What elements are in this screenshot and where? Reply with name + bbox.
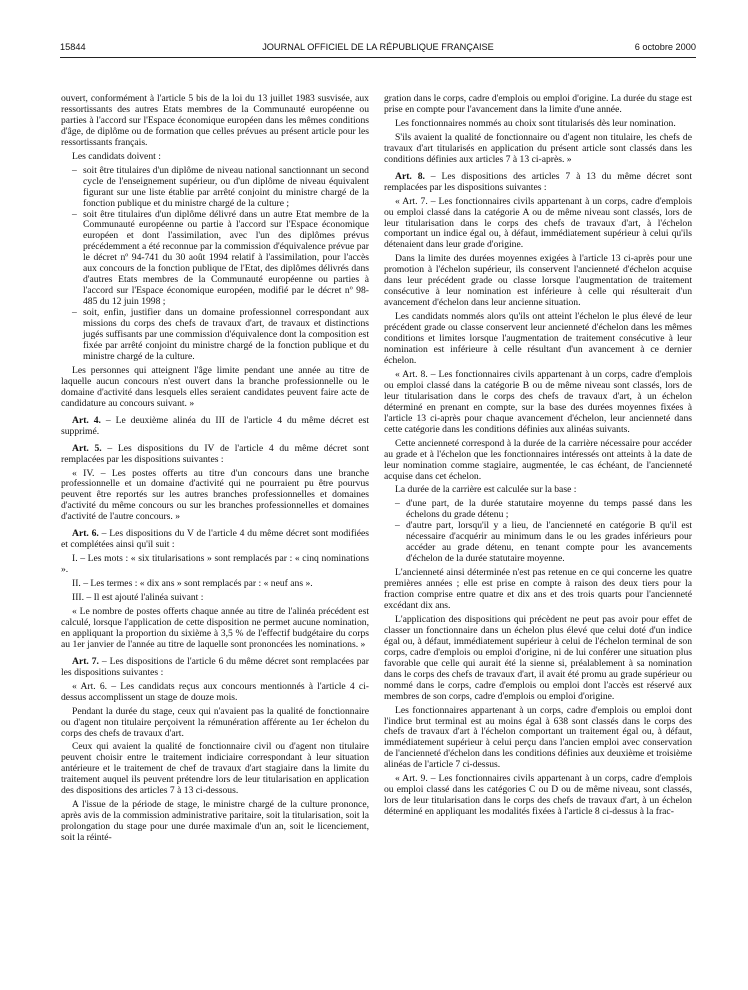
right-column [384, 94, 692, 821]
paragraph: « Art. 9. – Les fonctionnaires civils appartenant à un corps, cadre d'emplois ou emploi classé dans les catégories C ou D ou de même niveau, sont classés, lors de leur titularisation dans le corps des chefs de travaux d'art, à un échelon déterminé en appliquant les modalités fixées à l'article 8 ci-dessus à la frac- [384, 773, 692, 818]
left-column [61, 94, 369, 847]
paragraph: Dans la limite des durées moyennes exigées à l'article 13 ci-après pour une promotion à l'échelon supérieur, ils conservent l'ancienneté d'échelon acquise dans leur précédent grade ou classe lorsque l'augmentation de traitement consécutive à leur nomination est inférieure à celle qui résulterait d'un avancement d'échelon dans leur ancienne situation. [384, 253, 692, 309]
paragraph: A l'issue de la période de stage, le ministre chargé de la culture prononce, après avis de la commission administrative paritaire, soit la titularisation, soit la prolongation du stage pour une durée maximale d'un an, soit le licenciement, soit la réinté- [61, 799, 369, 844]
article-label: Art. 6. [72, 528, 99, 540]
paragraph: « Art. 6. – Les candidats reçus aux concours mentionnés à l'article 4 ci-dessus accomplissent un stage de douze mois. [61, 680, 369, 703]
journal-title: JOURNAL OFFICIEL DE LA RÉPUBLIQUE FRANÇAISE [262, 42, 494, 52]
article-text: – Les dispositions du V de l'article 4 du même décret sont modifiées et complétées ainsi qu'il suit : [61, 528, 369, 551]
article-paragraph [61, 529, 369, 551]
article-paragraph [61, 657, 369, 679]
paragraph: Les candidats doivent : [72, 150, 161, 162]
paragraph: La durée de la carrière est calculée sur la base : [395, 484, 577, 496]
article-paragraph [61, 444, 369, 466]
paragraph: I. – Les mots : « six titularisations » sont remplacés par : « cinq nominations ». [61, 553, 369, 576]
paragraph: II. – Les termes : « dix ans » sont remplacés par : « neuf ans ». [72, 578, 313, 590]
paragraph: Les candidats nommés alors qu'ils ont atteint l'échelon le plus élevé de leur précédent grade ou classe conservent leur ancienneté d'échelon dans les mêmes conditions et limites lorsque l'augmentation de traitement consécutive à leur nomination est inférieure à celle résultant d'un avancement à ce dernier échelon. [384, 311, 692, 366]
page-header [60, 42, 696, 56]
paragraph: Cette ancienneté correspond à la durée de la carrière nécessaire pour accéder au grade et à l'échelon que les fonctionnaires intéressés ont atteints à la date de leur nomination comme stagiaire, augmentée, le cas échéant, de l'ancienneté acquise dans cet échelon. [384, 437, 692, 482]
paragraph: Les fonctionnaires nommés au choix sont titularisés dès leur nomination. [395, 117, 676, 129]
article-label: Art. 5. [72, 442, 102, 454]
paragraph: Les personnes qui atteignent l'âge limite pendant une année au titre de laquelle aucun concours n'est ouvert dans la branche professionnelle ou le domaine d'activité dans lesquels elles seraient candidates peuvent faire acte de candidature au concours suivant. » [61, 364, 369, 409]
header-rule [60, 57, 696, 58]
page-number: 15844 [60, 42, 86, 52]
paragraph: Pendant la durée du stage, ceux qui n'avaient pas la qualité de fonctionnaire ou d'agent non titulaire perçoivent la rémunération afférente au 1er échelon du corps des chefs de travaux d'art. [61, 705, 369, 739]
list-item: – d'autre part, lorsqu'il y a lieu, de l'ancienneté en catégorie B qu'il est nécessaire d'acquérir au minimum dans le ou les grades inférieurs pour accéder au grade détenu, en tenant compte pour les avancements d'échelon de la durée statutaire moyenne. [384, 521, 692, 565]
paragraph: gration dans le corps, cadre d'emplois ou emploi d'origine. La durée du stage est prise en compte pour l'avancement dans la limite d'une année. [384, 93, 692, 115]
dash-list [61, 166, 369, 363]
publication-date: 6 octobre 2000 [634, 42, 696, 52]
article-label: Art. 7. [72, 655, 99, 667]
paragraph: ouvert, conformément à l'article 5 bis de la loi du 13 juillet 1983 susvisée, aux ressortissants des autres Etats membres de la Communauté européenne ou parties à l'accord sur l'Espace économique européen dans les mêmes conditions d'âge, de diplôme ou de formation que celles prévues au présent article pour les ressortissants français. [61, 93, 369, 148]
list-item: – soit être titulaires d'un diplôme délivré dans un autre Etat membre de la Communauté européenne ou partie à l'accord sur l'Espace économique européen et dont l'assimilation, avec l'un des diplômes prévus précédemment a été reconnue par la commission d'équivalence prévue par le décret nº 94-741 du 30 août 1994 relatif à l'assimilation, pour l'accès aux concours de la fonction publique de l'Etat, des diplômes délivrés dans d'autres Etats membres de la Communauté européenne ou parties à l'accord sur l'Espace économique européen, modifié par le décret nº 98-485 du 12 juin 1998 ; [61, 210, 369, 309]
paragraph: L'ancienneté ainsi déterminée n'est pas retenue en ce qui concerne les quatre premières années ; elle est prise en compte à raison des deux tiers pour la fraction comprise entre quatre et dix ans et des trois quarts pour l'ancienneté excédant dix ans. [384, 567, 692, 611]
article-text: – Les dispositions des articles 7 à 13 du même décret sont remplacées par les dispositions suivantes : [384, 170, 692, 193]
list-item: – d'une part, de la durée statutaire moyenne du temps passé dans les échelons du grade détenu ; [384, 499, 692, 521]
article-label: Art. 8. [395, 170, 425, 182]
paragraph: « Art. 8. – Les fonctionnaires civils appartenant à un corps, cadre d'emplois ou emploi classé dans la catégorie B ou de même niveau sont classés, lors de leur titularisation dans le corps des chefs de travaux d'art, à un échelon déterminé en prenant en compte, sur la base des durées moyennes fixées à l'article 13 ci-après pour chaque avancement d'échelon, leur ancienneté dans cette catégorie dans les conditions définies aux alinéas suivants. [384, 368, 692, 435]
paragraph: L'application des dispositions qui précèdent ne peut pas avoir pour effet de classer un fonctionnaire dans un échelon plus élevé que celui doté d'un indice égal ou, à défaut, immédiatement supérieur à celui de l'échelon terminal de son corps, cadre d'emplois ou emploi d'origine, ni de lui conférer une situation plus favorable que celle qui aurait été la sienne si, préalablement à sa nomination dans le corps des chefs de travaux d'art, il avait été promu au grade supérieur ou nommé dans le corps, cadre d'emplois ou emploi dont l'accès est réservé aux membres de son corps, cadre d'emplois ou emploi d'origine. [384, 613, 692, 702]
list-item: – soit, enfin, justifier dans un domaine professionnel correspondant aux missions du corps des chefs de travaux d'art, de travaux et distinctions jugés suffisants par une commission d'équivalence dont la composition est fixée par arrêté conjoint du ministre chargé de la fonction publique et du ministre chargé de la culture. [61, 308, 369, 363]
dash-list [384, 499, 692, 565]
article-text: – Le deuxième alinéa du III de l'article 4 du même décret est supprimé. [61, 414, 370, 437]
article-paragraph [384, 172, 692, 194]
article-paragraph [61, 416, 369, 438]
article-text: – Les dispositions du IV de l'article 4 du même décret sont remplacées par les dispositions suivantes : [61, 442, 369, 465]
list-item: – soit être titulaires d'un diplôme de niveau national sanctionnant un second cycle de l'enseignement supérieur, ou d'un diplôme de niveau équivalent figurant sur une liste établie par arrêté conjoint du ministre chargé de la fonction publique et du ministre chargé de la culture ; [61, 166, 369, 210]
paragraph: III. – Il est ajouté l'alinéa suivant : [72, 592, 204, 604]
paragraph: Les fonctionnaires appartenant à un corps, cadre d'emplois ou emploi dont l'indice brut terminal est au moins égal à 638 sont classés dans le corps des chefs de travaux d'art à l'échelon comportant un traitement égal ou, à défaut, immédiatement supérieur à celui perçu dans l'ancien emploi avec conservation de l'ancienneté d'échelon dans les conditions définies aux deuxième et troisième alinéas de l'article 7 ci-dessus. [384, 704, 692, 771]
article-label: Art. 4. [72, 414, 101, 426]
paragraph: « Le nombre de postes offerts chaque année au titre de l'alinéa précédent est calculé, lorsque l'application de cette disposition ne permet aucune nomination, en appliquant la proportion du sixième à 3,5 % de l'effectif budgétaire du corps au 1er janvier de l'année au titre de laquelle sont prononcées les nominations. » [61, 605, 369, 650]
paragraph: Ceux qui avaient la qualité de fonctionnaire civil ou d'agent non titulaire peuvent choisir entre le traitement indiciaire correspondant à leur situation antérieure et le traitement de chef de travaux d'art stagiaire dans la limite du traitement auquel ils peuvent prétendre lors de leur titularisation en application des dispositions des articles 7 à 13 ci-dessous. [61, 741, 369, 797]
paragraph: « Art. 7. – Les fonctionnaires civils appartenant à un corps, cadre d'emplois ou emploi classé dans la catégorie A ou de même niveau sont classés, lors de leur titularisation dans le corps des chefs de travaux d'art, à l'échelon comportant un indice égal ou, à défaut, immédiatement supérieur à celui qu'ils détenaient dans leur grade d'origine. [384, 195, 692, 251]
article-text: – Les dispositions de l'article 6 du même décret sont remplacées par les dispositions suivantes : [61, 655, 369, 678]
paragraph: S'ils avaient la qualité de fonctionnaire ou d'agent non titulaire, les chefs de travaux d'art titularisés en application du présent article sont classés dans les conditions définies aux articles 7 à 13 ci-après. » [384, 131, 692, 165]
paragraph: « IV. – Les postes offerts au titre d'un concours dans une branche professionnelle et un domaine d'activité qui ne pourraient pu être pourvus peuvent être reportés sur les autres branches professionnelles et domaines d'activité du même concours ou sur les branches professionnelles et domaines d'activité de l'autre concours. » [61, 467, 369, 523]
